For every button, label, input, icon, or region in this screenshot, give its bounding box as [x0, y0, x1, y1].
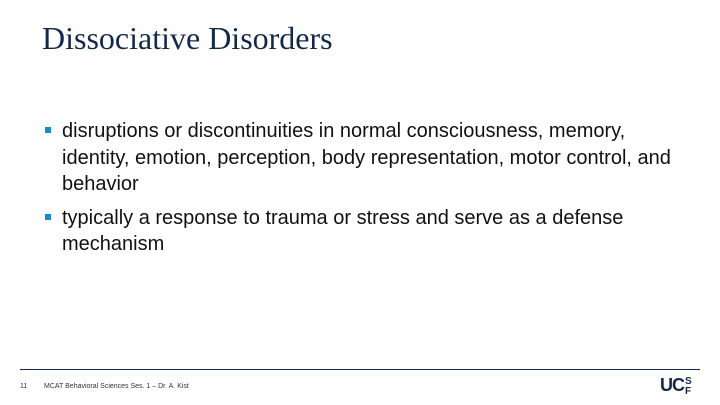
- svg-text:S: S: [685, 376, 692, 387]
- square-bullet-icon: [45, 214, 51, 220]
- footer-text: MCAT Behavioral Sciences Ses. 1 – Dr. A. Kist: [44, 383, 189, 390]
- ucsf-logo: [660, 373, 702, 397]
- svg-text:F: F: [685, 386, 692, 397]
- bullet-list: [42, 118, 682, 265]
- bullet-item: [42, 118, 682, 198]
- slide-title: Dissociative Disorders: [42, 20, 333, 56]
- footer-divider: [20, 369, 700, 370]
- bullet-item: [42, 205, 682, 258]
- slide-number: 11: [20, 383, 28, 390]
- square-bullet-icon: [45, 127, 51, 133]
- bullet-text: disruptions or discontinuities in normal consciousness, memory, identity, emotion, perception, body representation, motor control, and behavior: [62, 120, 671, 195]
- svg-text:UC: UC: [660, 375, 684, 395]
- bullet-text: typically a response to trauma or stress and serve as a defense mechanism: [62, 206, 624, 255]
